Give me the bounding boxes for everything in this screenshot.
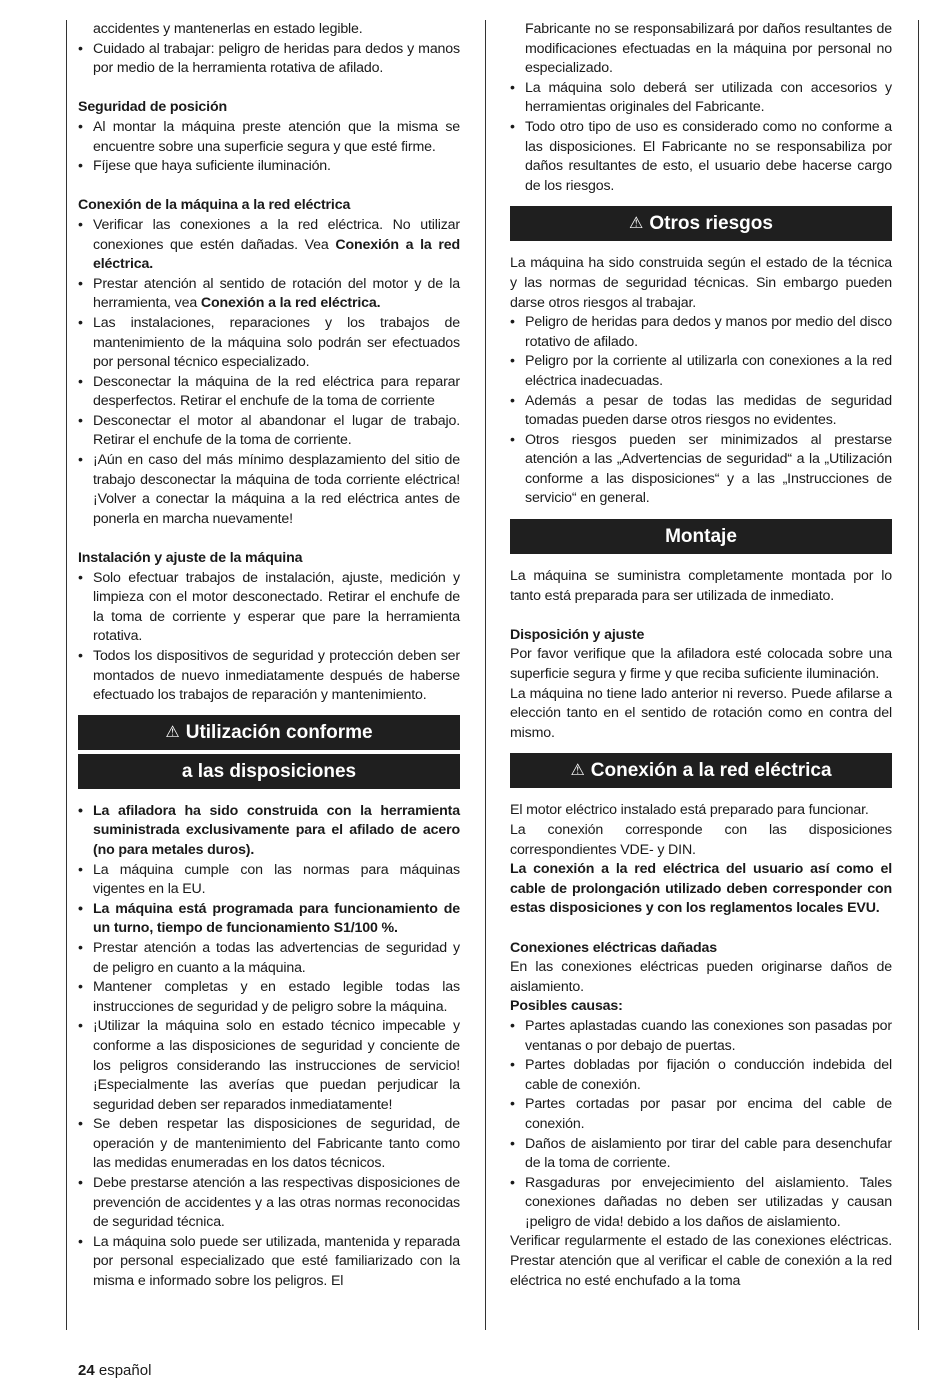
- list-item: • Prestar atención a todas las advertencias de seguridad y de peligro en cuanto a la máquina.: [78, 939, 460, 978]
- list-item: • Rasgaduras por envejecimiento del aislamiento. Tales conexiones dañadas no deben ser utilizadas y causan ¡peligro de vida! debido a los daños de aislamiento.: [510, 1174, 892, 1233]
- disposicion-paragraph: Por favor verifique que la afiladora esté colocada sobre una superficie segura y firme y que reciba suficiente iluminación.: [510, 646, 892, 683]
- list-item: accidentes y mantenerlas en estado legible.: [93, 21, 363, 37]
- banner-title: Montaje: [665, 526, 737, 548]
- montaje-text: La máquina se suministra completamente montada por lo tanto está preparada para ser utilizada de inmediato.: [510, 568, 892, 604]
- list-item: • Se deben respetar las disposiciones de seguridad, de operación y de mantenimiento del Fabricante tanto como las medidas enumeradas en los datos técnicos.: [78, 1115, 460, 1174]
- list-item: • Todo otro tipo de uso es considerado como no conforme a las disposiciones. El Fabricante no se responsabiliza por daños resultantes de esto, el usuario debe hacerse cargo de los riesgos.: [510, 118, 892, 196]
- list-item: • Debe prestarse atención a las respectivas disposiciones de prevención de accidentes y a las otras normas reconocidas de seguridad técnica.: [78, 1174, 460, 1233]
- list-item: • Partes aplastadas cuando las conexiones son pasadas por ventanas o por debajo de puertas.: [510, 1017, 892, 1056]
- list-item: [78, 275, 460, 314]
- section-banner-montaje: [510, 519, 892, 554]
- intro-list: [78, 20, 460, 79]
- list-item: • Desconectar la máquina de la red eléctrica para reparar desperfectos. Retirar el enchufe de la toma de corriente: [78, 373, 460, 412]
- list-item: • Mantener completas y en estado legible todas las instrucciones de seguridad y de peligro sobre la máquina.: [78, 978, 460, 1017]
- banner-title: Conexión a la red eléctrica: [590, 760, 832, 782]
- banner-title: Otros riesgos: [649, 213, 773, 235]
- list-item: • La afiladora ha sido construida con la herramienta suministrada exclusivamente para el afilado de acero (no para metales duros).: [78, 802, 460, 861]
- section-heading-conexion-maquina: Conexión de la máquina a la red eléctrica: [78, 197, 351, 214]
- disposicion-paragraph: La máquina no tiene lado anterior ni reverso. Puede afilarse a elección tanto en el sentido de rotación como en contra del mismo.: [510, 685, 892, 741]
- section-heading-seguridad-posicion: Seguridad de posición: [78, 99, 227, 116]
- section-heading-danadas: Conexiones eléctricas dañadas: [510, 939, 717, 956]
- danadas-final: Verificar regularmente el estado de las conexiones eléctricas. Prestar atención que al verificar el cable de conexión a la red eléctrica no esté enchufado a la toma: [510, 1233, 892, 1289]
- posibles-causas-label: Posibles causas:: [510, 998, 623, 1015]
- left-column: [78, 20, 460, 1292]
- list-item: • La máquina solo deberá ser utilizada con accesorios y herramientas originales del Fabricante.: [510, 79, 892, 118]
- list-item: • ¡Aún en caso del más mínimo desplazamiento del sitio de trabajo desconectar la máquina de toda corriente eléctrica! ¡Volver a conectar la máquina a la red eléctrica antes de ponerla en marcha nuevamente!: [78, 451, 460, 529]
- list-item: • Peligro de heridas para dedos y manos por medio del disco rotativo de afilado.: [510, 313, 892, 352]
- otros-riesgos-list: [510, 313, 892, 509]
- otros-intro: La máquina ha sido construida según el estado de la técnica y las normas de seguridad técnicas. Sin embargo pueden darse otros riesgos al trabajar.: [510, 255, 892, 311]
- list-item: • Otros riesgos pueden ser minimizados al prestarse atención a las „Advertencias de seguridad“ a la „Utilización conforme a las disposiciones“ y a las „Instrucciones de servicio“ en general.: [510, 431, 892, 509]
- list-item: • Las instalaciones, reparaciones y los trabajos de mantenimiento de la máquina solo podrán ser efectuados por personal técnico especializado.: [78, 314, 460, 373]
- list-item: • Al montar la máquina preste atención que la misma se encuentre sobre una superficie segura y que esté firme.: [78, 118, 460, 157]
- item-text: Prestar atención al sentido de rotación del motor y de la herramienta, vea: [93, 275, 460, 312]
- conexion-paragraph-bold: La conexión a la red eléctrica del usuario así como el cable de prolongación utilizado deben corresponder con estas disposiciones y con los reglamentos locales EVU.: [510, 861, 892, 917]
- list-item: • Partes dobladas por fijación o conducción indebida del cable de conexión.: [510, 1056, 892, 1095]
- banner-title: Utilización conforme: [185, 721, 373, 743]
- item-reference: Conexión a la red eléctrica.: [200, 295, 381, 312]
- banner-title: a las disposiciones: [181, 760, 357, 782]
- list-item: • Todos los dispositivos de seguridad y protección deben ser montados de nuevo inmediatamente después de haberse efectuado los trabajos de reparación y mantenimiento.: [78, 647, 460, 706]
- seguridad-posicion-list: [78, 118, 460, 177]
- conexion-paragraph: La conexión corresponde con las disposiciones correspondientes VDE- y DIN.: [510, 822, 892, 858]
- column-rule-right: [918, 20, 919, 1330]
- list-item: • ¡Utilizar la máquina solo en estado técnico impecable y conforme a las disposiciones de seguridad y conciente de los peligros considerando las instrucciones de servicio! ¡Especialmente las averías que puedan perjudicar la seguridad deben ser reparados inmediatamente!: [78, 1017, 460, 1115]
- causas-list: [510, 1017, 892, 1233]
- right-column: [510, 20, 892, 1291]
- section-banner-utilizacion-line2: [78, 754, 460, 789]
- warning-triangle-icon: ⚠: [629, 215, 644, 233]
- instalacion-list: [78, 569, 460, 706]
- warning-triangle-icon: ⚠: [165, 723, 180, 741]
- item-reference: Conexión a la red eléctrica.: [93, 236, 460, 273]
- language-label: español: [98, 1362, 152, 1379]
- utilizacion-list: [78, 802, 460, 1292]
- intro-list-right: [510, 20, 892, 196]
- list-item: • Solo efectuar trabajos de instalación, ajuste, medición y limpieza con el motor desconectado. Retirar el enchufe de la toma de corriente y esperar que pare la herramienta rotativa.: [78, 569, 460, 647]
- conexion-paragraph: El motor eléctrico instalado está preparado para funcionar.: [510, 802, 869, 819]
- page-footer: [78, 1362, 151, 1380]
- page-number: 24: [78, 1362, 95, 1379]
- list-item: • Daños de aislamiento por tirar del cable para desenchufar de la toma de corriente.: [510, 1135, 892, 1174]
- list-item: • Peligro por la corriente al utilizarla con conexiones a la red eléctrica inadecuadas.: [510, 352, 892, 391]
- section-banner-utilizacion: [78, 715, 460, 750]
- section-banner-conexion: [510, 753, 892, 788]
- list-item: • Desconectar el motor al abandonar el lugar de trabajo. Retirar el enchufe de la toma de corriente.: [78, 412, 460, 451]
- conexion-maquina-list: [78, 216, 460, 530]
- list-item: Fabricante no se responsabilizará por daños resultantes de modificaciones efectuadas en la máquina por personal no especializado.: [525, 21, 892, 77]
- list-item: [78, 216, 460, 275]
- warning-triangle-icon: ⚠: [570, 762, 585, 780]
- list-item: • La máquina solo puede ser utilizada, mantenida y reparada por personal especializado que esté familiarizado con la misma e informado sobre los peligros. El: [78, 1233, 460, 1292]
- danadas-paragraph: En las conexiones eléctricas pueden originarse daños de aislamiento.: [510, 959, 892, 995]
- section-heading-instalacion: Instalación y ajuste de la máquina: [78, 550, 303, 567]
- column-rule-middle: [485, 20, 486, 1330]
- section-banner-otros-riesgos: [510, 206, 892, 241]
- item-text: Verificar las conexiones a la red eléctrica. No utilizar conexiones que estén dañadas. Vea: [93, 216, 460, 253]
- section-heading-disposicion: Disposición y ajuste: [510, 626, 645, 643]
- list-item: • Además a pesar de todas las medidas de seguridad tomadas pueden darse otros riesgos no evidentes.: [510, 392, 892, 431]
- column-rule-left: [66, 20, 67, 1330]
- list-item: • Partes cortadas por pasar por encima del cable de conexión.: [510, 1095, 892, 1134]
- list-item: • Cuidado al trabajar: peligro de heridas para dedos y manos por medio de la herramienta rotativa de afilado.: [78, 40, 460, 79]
- list-item: • Fíjese que haya suficiente iluminación.: [78, 157, 460, 177]
- list-item: • La máquina cumple con las normas para máquinas vigentes en la EU.: [78, 861, 460, 900]
- list-item: • La máquina está programada para funcionamiento de un turno, tiempo de funcionamiento S1/100 %.: [78, 900, 460, 939]
